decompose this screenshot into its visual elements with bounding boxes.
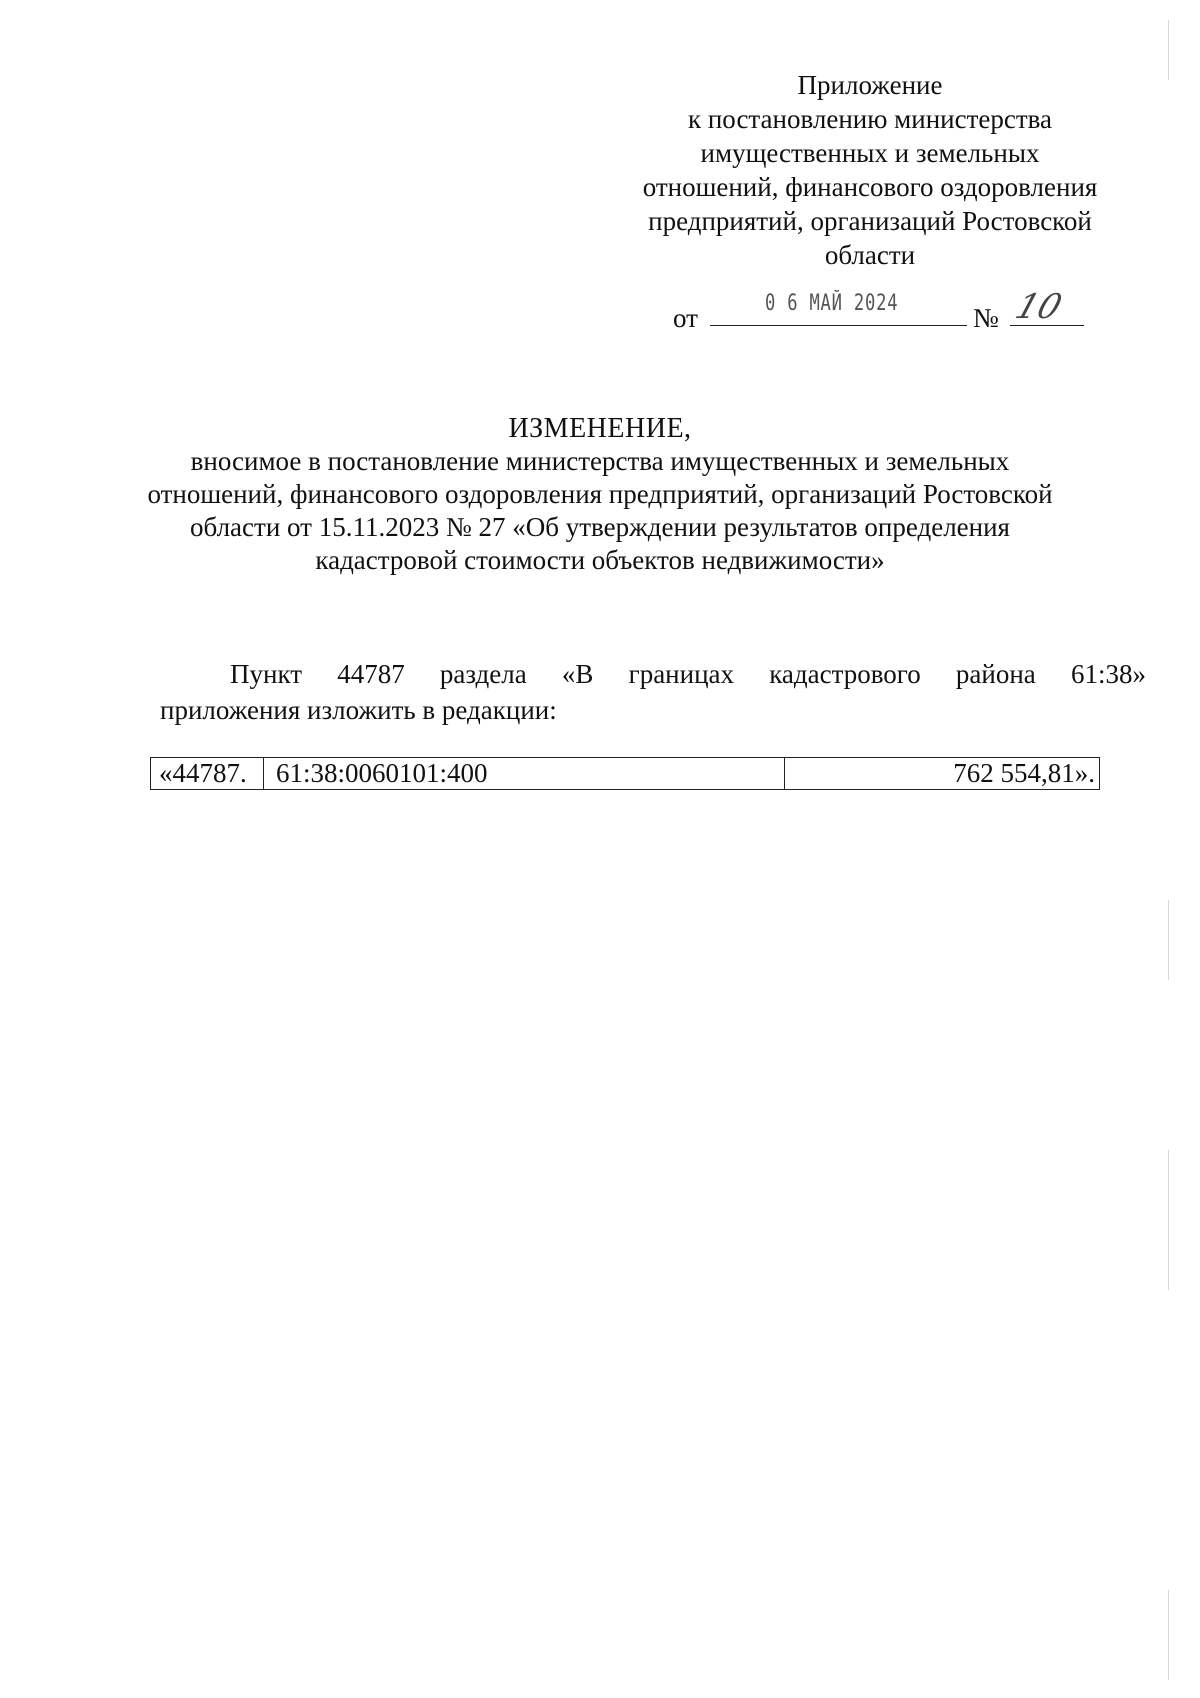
scan-edge-mark <box>1168 900 1169 980</box>
table-cell-cadastral-number: 61:38:0060101:400 <box>264 758 785 790</box>
table-cell-cadastral-value: 762 554,81». <box>785 758 1100 790</box>
scan-edge-mark <box>1168 1150 1169 1290</box>
date-stamp: 0 6 МАЙ 2024 <box>765 291 899 316</box>
heading-line: вносимое в постановление министерства имущественных и земельных <box>190 446 1010 476</box>
paragraph-word: 61:38» <box>1070 659 1146 689</box>
scan-edge-mark <box>1168 1590 1169 1680</box>
heading-line: области от 15.11.2023 № 27 «Об утверждении результатов определения <box>190 512 1010 542</box>
heading-title: ИЗМЕНЕНИЕ, <box>508 413 692 444</box>
date-underline <box>710 325 967 326</box>
scan-edge-mark <box>1168 20 1169 80</box>
paragraph-word: района <box>955 659 1036 689</box>
appendix-line: к постановлению министерства <box>687 104 1053 134</box>
document-heading <box>100 412 1100 577</box>
number-sign: № <box>973 303 999 333</box>
table-row <box>151 758 1100 790</box>
appendix-line: Приложение <box>797 70 943 100</box>
paragraph-word: кадастрового <box>769 659 921 689</box>
paragraph-line-1 <box>160 656 1146 692</box>
heading-line: кадастровой стоимости объектов недвижимости» <box>315 545 885 575</box>
paragraph-word: «В <box>561 659 594 689</box>
paragraph-word: раздела <box>439 659 527 689</box>
appendix-line: имущественных и земельных <box>700 138 1040 168</box>
paragraph-word: Пункт <box>230 659 303 689</box>
paragraph-line-2: приложения изложить в редакции: <box>160 695 557 725</box>
paragraph-word: границах <box>628 659 735 689</box>
appendix-header <box>610 68 1130 272</box>
appendix-line: предприятий, организаций Ростовской <box>648 206 1092 236</box>
date-prefix: от <box>673 303 698 333</box>
heading-line: отношений, финансового оздоровления предприятий, организаций Ростовской <box>147 479 1053 509</box>
handwritten-number: 10 <box>1010 287 1067 327</box>
amendment-table <box>150 757 1100 790</box>
body-paragraph <box>160 656 1146 728</box>
date-number-line <box>673 287 1093 335</box>
appendix-line: отношений, финансового оздоровления <box>642 172 1098 202</box>
appendix-line: области <box>824 240 916 270</box>
table-cell-item-number: «44787. <box>151 758 264 790</box>
paragraph-word: 44787 <box>337 659 405 689</box>
